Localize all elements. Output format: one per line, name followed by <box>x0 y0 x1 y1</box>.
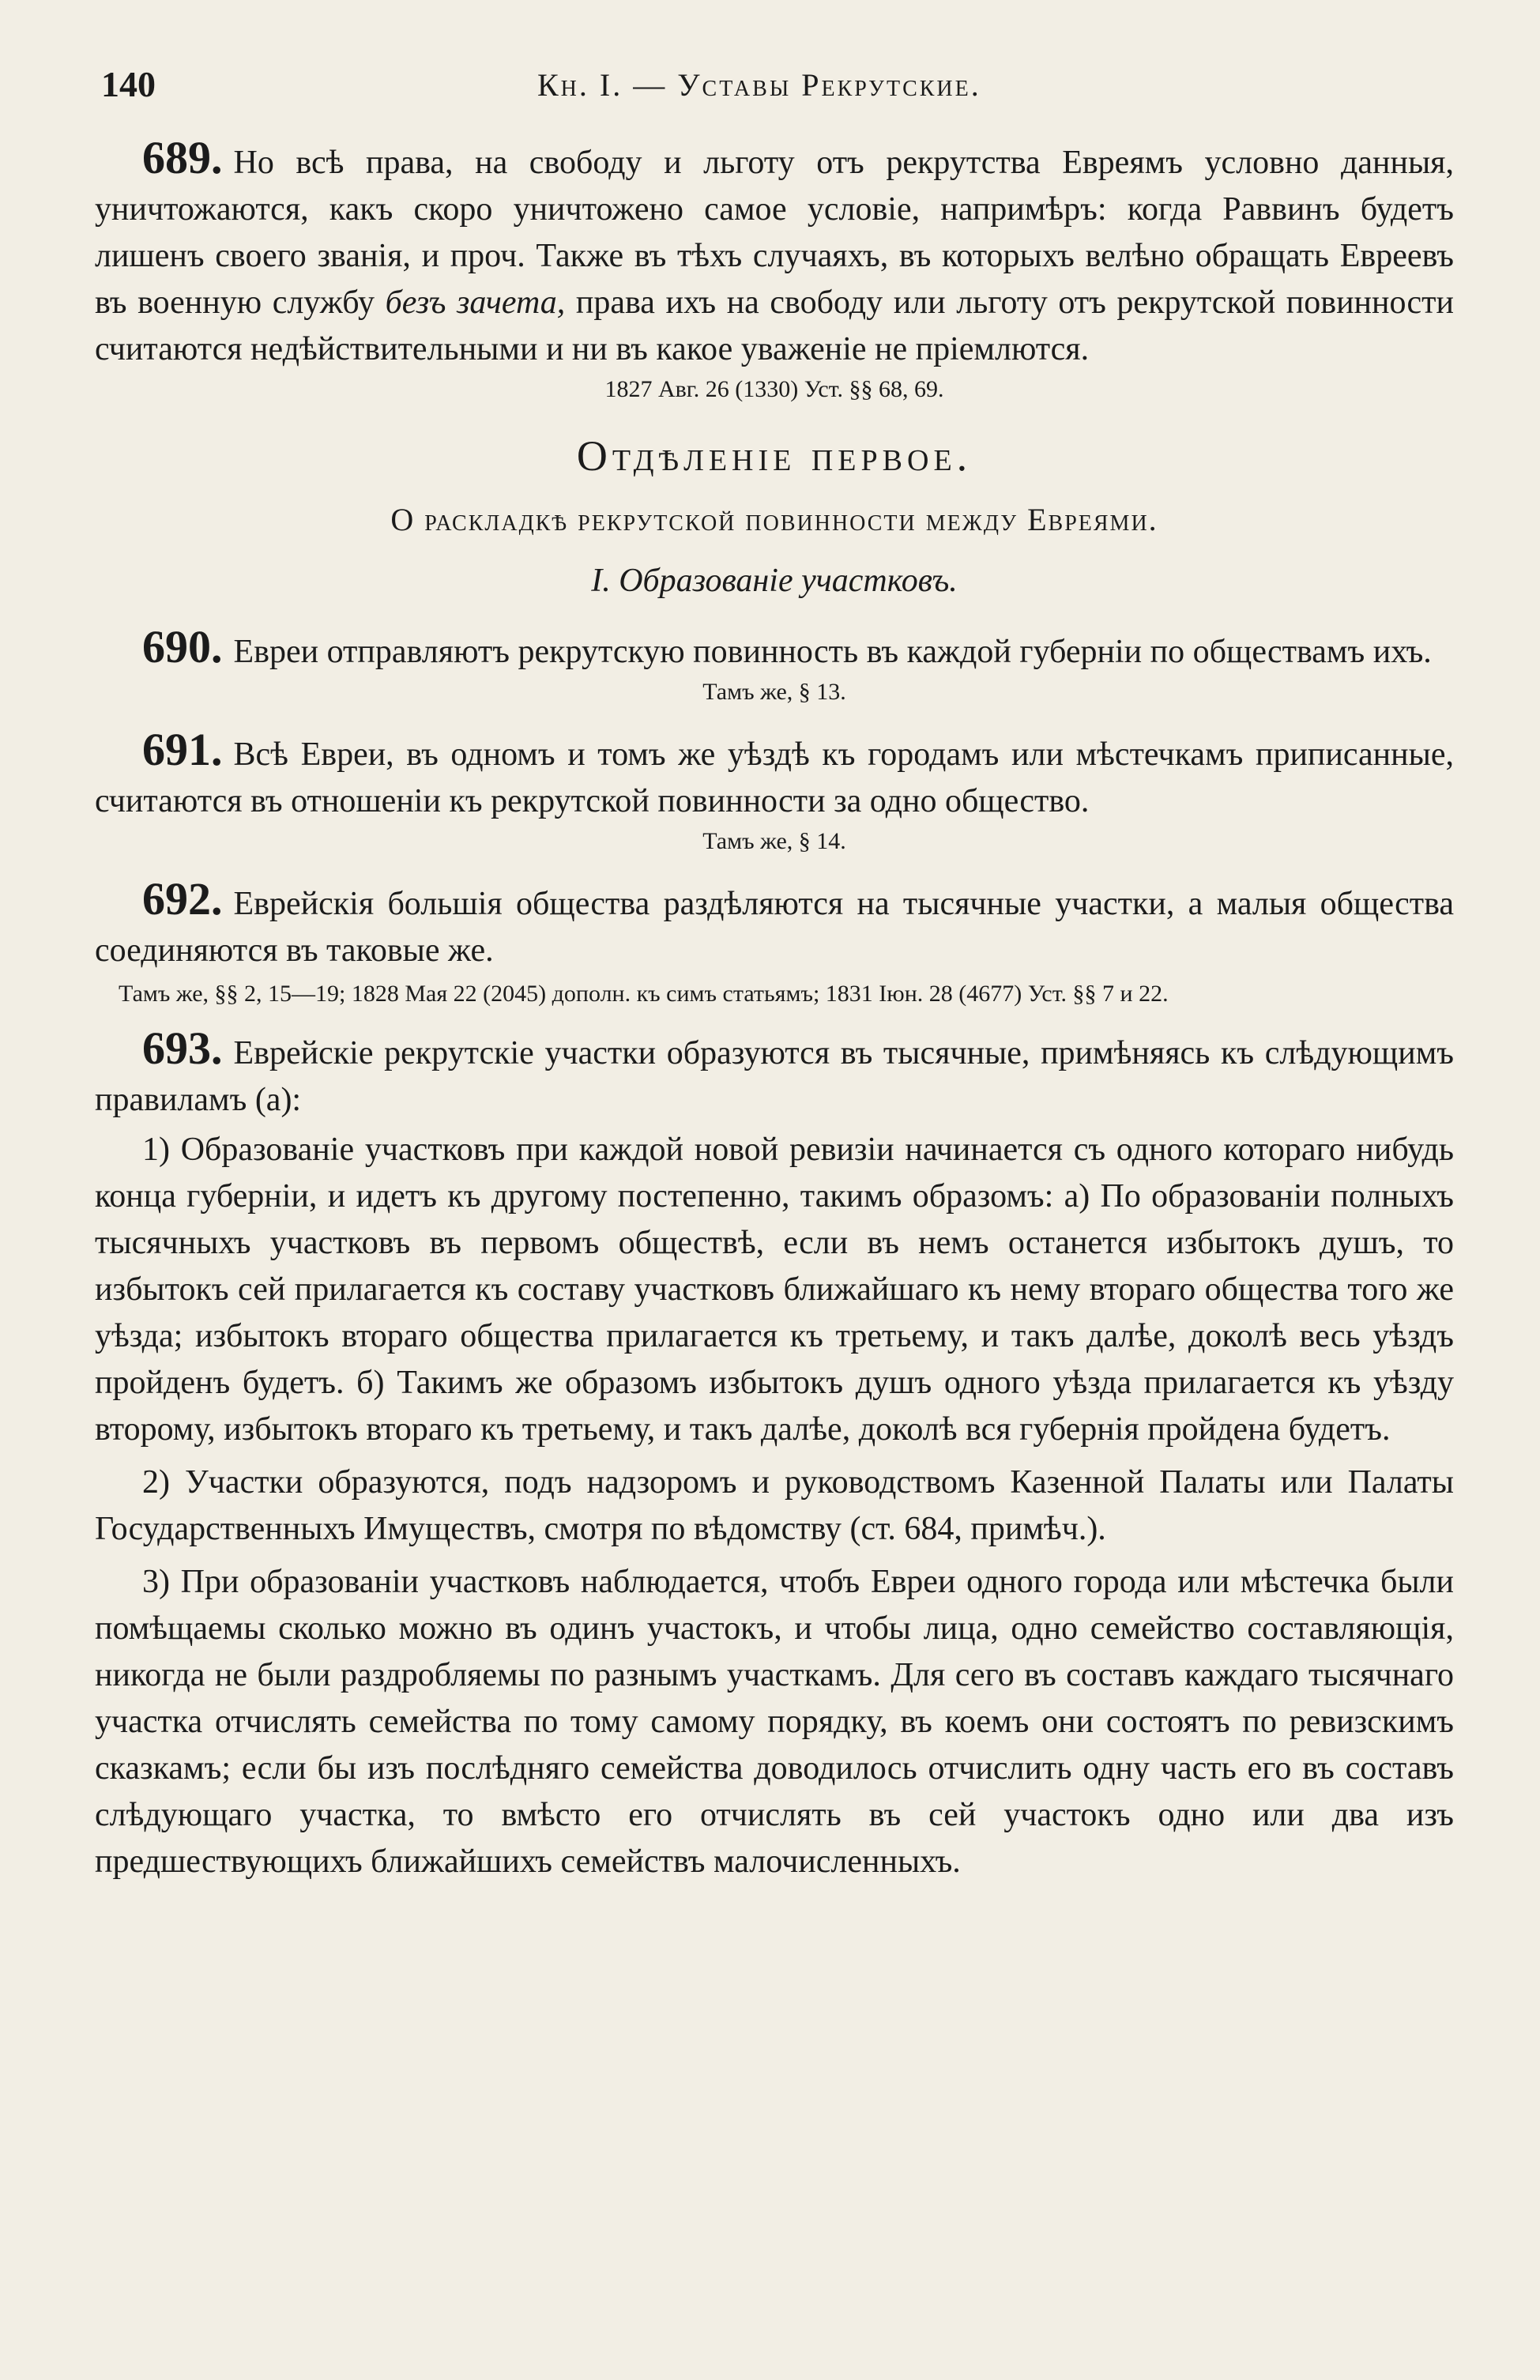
article-number: 693. <box>142 1022 223 1074</box>
article-693 <box>95 1022 1454 1124</box>
article-source: Тамъ же, §§ 2, 15—19; 1828 Мая 22 (2045) дополн. къ симъ статьямъ; 1831 Іюн. 28 (4677) Уст. §§ 7 и 22. <box>119 981 1169 1007</box>
page-number: 140 <box>101 64 156 104</box>
article-source: 1827 Авг. 26 (1330) Уст. §§ 68, 69. <box>604 376 944 402</box>
article-text: Еврейскіе рекрутскіе участки образуются въ тысячные, примѣняясь къ слѣдующимъ правиламъ (а): <box>95 1035 1454 1118</box>
article-text: Еврейскія большія общества раздѣляются на тысячные участки, а малыя общества соединяются въ таковые же. <box>95 886 1454 969</box>
article-number: 689. <box>142 132 223 183</box>
page-body <box>95 134 1454 1892</box>
subsection-title: I. Образованіе участковъ. <box>591 563 958 599</box>
article-692 <box>95 873 1454 974</box>
article-number: 691. <box>142 724 223 775</box>
article-689 <box>95 134 1454 373</box>
article-text: Всѣ Евреи, въ одномъ и томъ же уѣздѣ къ городамъ или мѣстечкамъ приписанные, считаются въ отношеніи къ рекрутской повинности за одно общество. <box>95 736 1454 819</box>
section-title: Отдѣленіе первое. <box>576 432 973 480</box>
article-693-rule-3: 3) При образованіи участковъ наблюдается, чтобъ Евреи одного города или мѣстечка были помѣщаемы сколько можно въ одинъ участокъ, и чтобы лица, одно семейство составляющія, никогда не были раздробляемы по разнымъ участкамъ. Для сего въ составъ каждаго тысячнаго участка отчислять семейства по тому самому порядку, въ коемъ они состоятъ по ревизскимъ сказкамъ; если бы изъ послѣдняго семейства доводилось отчислить одну часть его въ составъ слѣдующаго участка, то вмѣсто его отчислять въ сей участокъ одно или два изъ предшествующихъ ближайшихъ семействъ малочисленныхъ. <box>95 1564 1454 1880</box>
section-subtitle: О раскладкѣ рекрутской повинности между Евреями. <box>390 502 1158 537</box>
article-690 <box>95 623 1454 676</box>
article-691 <box>95 726 1454 825</box>
article-number: 690. <box>142 621 223 672</box>
article-source: Тамъ же, § 14. <box>702 828 846 854</box>
article-number: 692. <box>142 873 223 925</box>
article-text: Евреи отправляютъ рекрутскую повинность въ каждой губерніи по обществамъ ихъ. <box>233 634 1432 670</box>
page-header <box>95 55 1454 119</box>
running-head: Кн. I. — Уставы Рекрутские. <box>537 67 981 103</box>
article-text: Но всѣ права, на свободу и льготу отъ рекрутства Евреямъ условно данныя, уничтожаются, какъ скоро уничтожено самое условіе, напримѣръ: когда Раввинъ будетъ лишенъ своего званія, и проч. Также въ тѣхъ случаяхъ, въ которыхъ велѣно обращать Евреевъ въ военную службу <box>95 145 1454 321</box>
article-italic-text: безъ зачета, <box>385 284 566 321</box>
article-text-continued: права ихъ на свободу или льготу отъ рекрутской повинности считаются недѣйствительными и ни въ какое уваженіе не пріемлются. <box>95 284 1455 367</box>
article-693-rule-1: 1) Образованіе участковъ при каждой новой ревизіи начинается съ одного котораго нибудь конца губерніи, и идетъ къ другому постепенно, такимъ образомъ: а) По образованіи полныхъ тысячныхъ участковъ въ первомъ обществѣ, если въ немъ останется избытокъ душъ, то избытокъ сей прилагается къ составу участковъ ближайшаго къ нему втораго общества того же уѣзда; избытокъ втораго общества прилагается къ третьему, и такъ далѣе, доколѣ весь уѣздъ пройденъ будетъ. б) Такимъ же образомъ избытокъ душъ одного уѣзда прилагается къ уѣзду второму, избытокъ втораго къ третьему, и такъ далѣе, доколѣ вся губернія пройдена будетъ. <box>95 1132 1454 1448</box>
article-source: Тамъ же, § 13. <box>702 679 846 705</box>
article-693-rule-2: 2) Участки образуются, подъ надзоромъ и руководствомъ Казенной Палаты или Палаты Государственныхъ Имуществъ, смотря по вѣдомству (ст. 684, примѣч.). <box>95 1464 1454 1547</box>
